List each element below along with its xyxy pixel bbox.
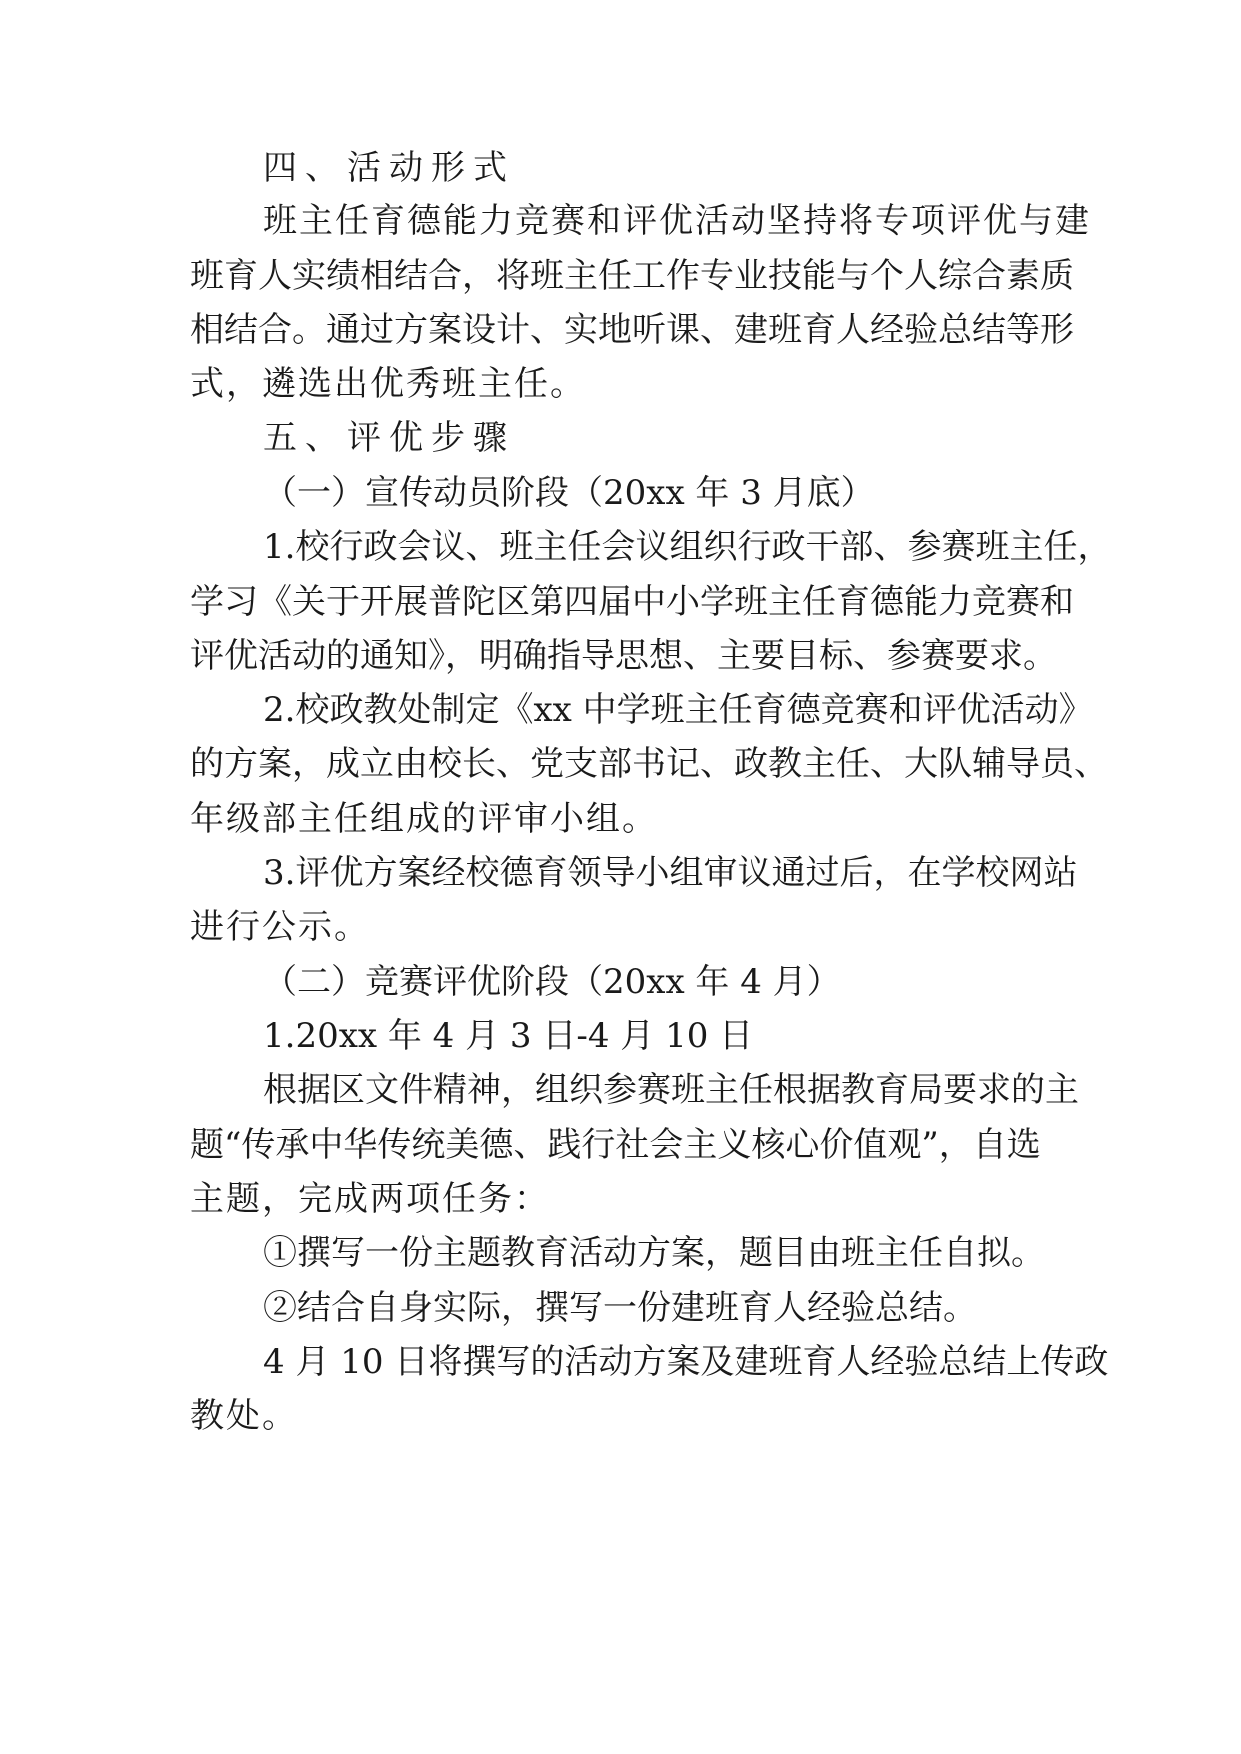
list-item: 1.20xx 年 4 月 3 日-4 月 10 日 xyxy=(263,1016,754,1056)
list-item: 3.评优方案经校德育领导小组审议通过后，在学校网站 xyxy=(263,853,1078,893)
paragraph-line: 班育人实绩相结合，将班主任工作专业技能与个人综合素质 xyxy=(190,256,1074,296)
paragraph-line: 的方案，成立由校长、党支部书记、政教主任、大队辅导员、 xyxy=(190,744,1108,784)
paragraph-line: 教处。 xyxy=(190,1396,298,1436)
paragraph-line: 题“传承中华传统美德、践行社会主义核心价值观”，自选 xyxy=(190,1125,1041,1165)
list-item: 2.校政教处制定《xx 中学班主任育德竞赛和评优活动》 xyxy=(263,690,1093,730)
paragraph-line: 年级部主任组成的评审小组。 xyxy=(190,799,658,839)
paragraph-line: 学习《关于开展普陀区第四届中小学班主任育德能力竞赛和 xyxy=(190,582,1074,622)
paragraph-line: 根据区文件精神，组织参赛班主任根据教育局要求的主 xyxy=(263,1070,1079,1110)
section-heading-5: 五、评优步骤 xyxy=(263,418,515,458)
section-heading-4: 四、活动形式 xyxy=(263,148,515,188)
paragraph-line: 主题，完成两项任务： xyxy=(190,1179,550,1219)
list-item: 1.校行政会议、班主任会议组织行政干部、参赛班主任， xyxy=(263,527,1112,567)
list-item: ②结合自身实际，撰写一份建班育人经验总结。 xyxy=(263,1288,977,1328)
paragraph-line: 班主任育德能力竞赛和评优活动坚持将专项评优与建 xyxy=(263,201,1091,241)
list-item: ①撰写一份主题教育活动方案，题目由班主任自拟。 xyxy=(263,1233,1045,1273)
paragraph-line: 评优活动的通知》，明确指导思想、主要目标、参赛要求。 xyxy=(190,636,1057,676)
subsection-heading: （二）竞赛评优阶段（20xx 年 4 月） xyxy=(263,962,841,1002)
paragraph-line: 式，遴选出优秀班主任。 xyxy=(190,364,586,404)
paragraph-line: 相结合。通过方案设计、实地听课、建班育人经验总结等形 xyxy=(190,310,1074,350)
paragraph-line: 进行公示。 xyxy=(190,907,370,947)
paragraph-line: 4 月 10 日将撰写的活动方案及建班育人经验总结上传政 xyxy=(263,1342,1109,1382)
subsection-heading: （一）宣传动员阶段（20xx 年 3 月底） xyxy=(263,473,875,513)
